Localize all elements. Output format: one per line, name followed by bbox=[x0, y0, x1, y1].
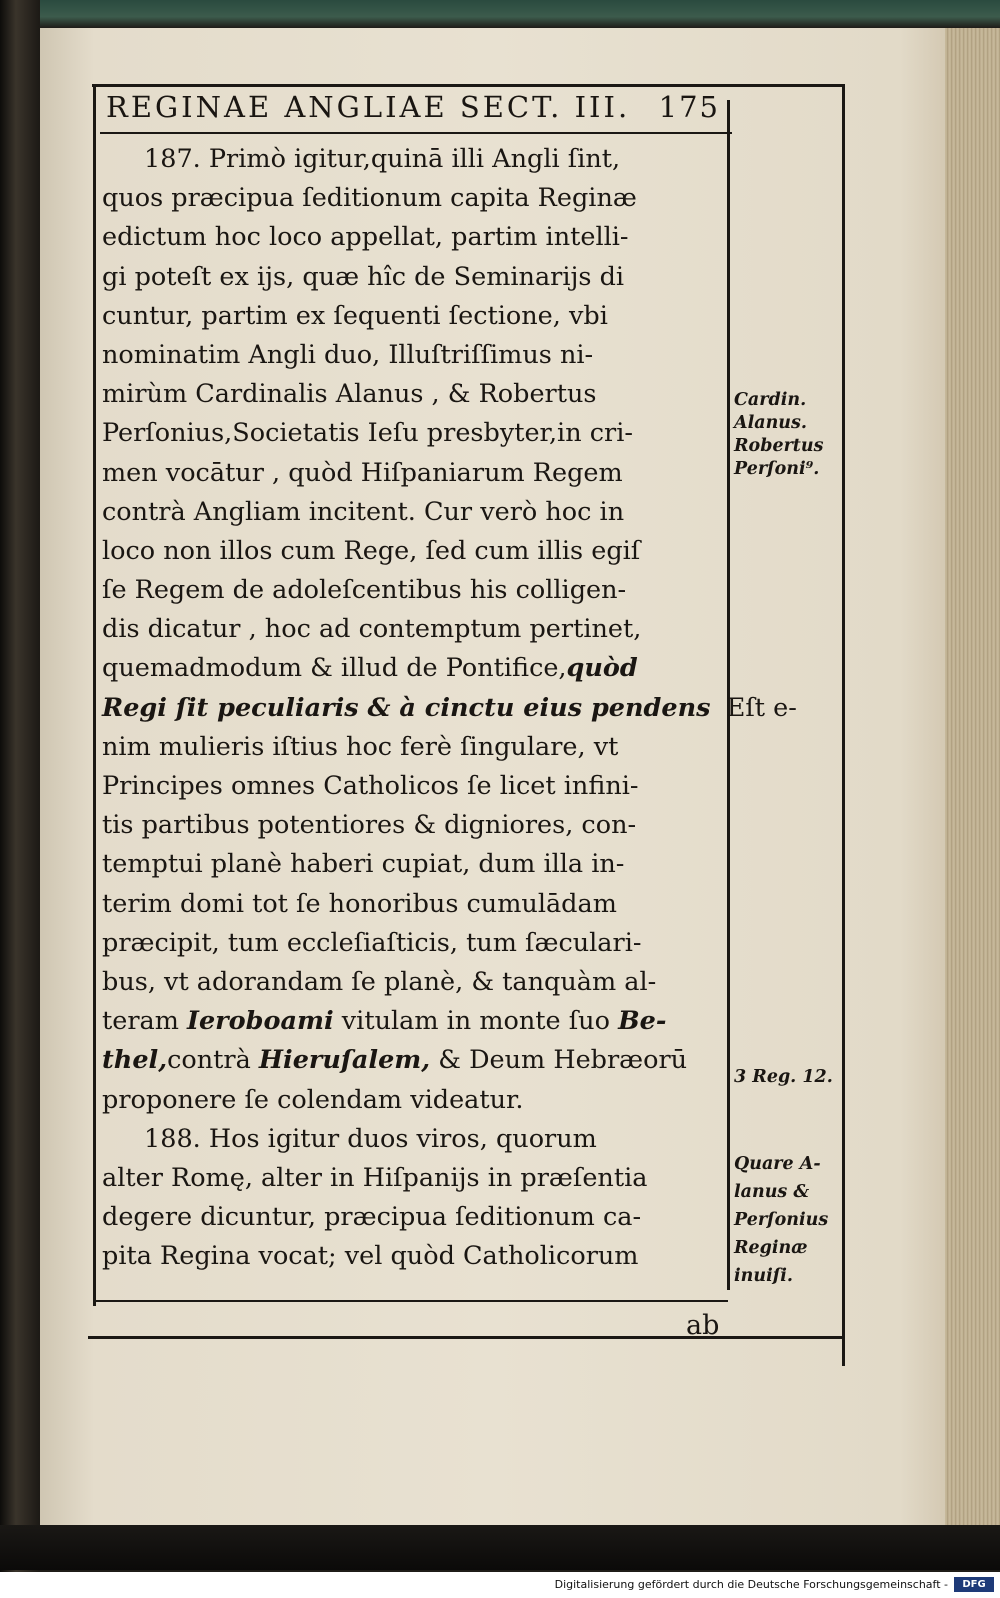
margin-line: Reginæ bbox=[734, 1238, 808, 1258]
margin-line: Perſonius bbox=[734, 1210, 829, 1230]
text-line bbox=[102, 1002, 724, 1041]
text-line: nim mulieris iſtius hoc ferè ſingulare, vt bbox=[102, 731, 619, 762]
text-segment: contrà bbox=[167, 1045, 251, 1076]
page-stack-edge bbox=[940, 28, 1000, 1528]
book-bottom-shadow bbox=[0, 1525, 1000, 1570]
frame-rule bbox=[100, 132, 732, 134]
text-line: men vocātur , quòd Hiſpaniarum Regem bbox=[102, 457, 623, 488]
text-line: 188. Hos igitur duos viros, quorum bbox=[144, 1123, 597, 1154]
text-line: tis partibus potentiores & digniores, con- bbox=[102, 810, 637, 841]
text-line: cuntur, partim ex ſequenti ſectione, vbi bbox=[102, 300, 608, 331]
italic-segment: Hieruſalem, bbox=[258, 1045, 431, 1076]
book-binding bbox=[0, 0, 40, 1598]
text-line: pita Regina vocat; vel quòd Catholicorum bbox=[102, 1241, 639, 1272]
text-line: Principes omnes Catholicos ſe licet infini- bbox=[102, 771, 639, 801]
italic-segment: quòd bbox=[566, 653, 638, 684]
running-title: REGINAE ANGLIAE SECT. III. bbox=[106, 90, 631, 124]
text-line bbox=[102, 689, 797, 728]
page-number: 175 bbox=[658, 90, 720, 124]
text-line: Perſonius,Societatis Ieſu presbyter,in cri- bbox=[102, 418, 633, 449]
frame-rule bbox=[88, 1336, 845, 1339]
text-segment: teram bbox=[102, 1006, 179, 1037]
text-segment: & Deum Hebræorū bbox=[438, 1045, 688, 1076]
margin-line: Perſoni⁹. bbox=[734, 459, 820, 479]
italic-segment: Regi ſit peculiaris & à cinctu eius pendens bbox=[102, 692, 711, 723]
dfg-logo: DFG bbox=[954, 1577, 994, 1592]
frame-rule bbox=[96, 1300, 728, 1302]
text-line: dis dicatur , hoc ad contemptum pertinet, bbox=[102, 614, 642, 645]
margin-line: Quare A- bbox=[734, 1154, 821, 1174]
text-segment: Eſt e- bbox=[726, 692, 797, 723]
margin-line: 3 Reg. 12. bbox=[734, 1067, 833, 1087]
margin-line: Robertus bbox=[734, 436, 824, 456]
text-line: mirùm Cardinalis Alanus , & Robertus bbox=[102, 379, 597, 410]
text-line: proponere ſe colendam videatur. bbox=[102, 1084, 524, 1115]
margin-note bbox=[734, 1150, 844, 1290]
text-line: terim domi tot ſe honoribus cumulādam bbox=[102, 888, 617, 919]
running-header bbox=[106, 90, 726, 130]
frame-rule bbox=[93, 84, 96, 1306]
text-segment: quemadmodum & illud de Pontifice, bbox=[102, 653, 567, 684]
text-line: 187. Primò igitur,quinā illi Angli ſint, bbox=[144, 144, 621, 174]
margin-note bbox=[734, 1066, 844, 1089]
text-line: loco non illos cum Rege, ſed cum illis egiſ bbox=[102, 535, 641, 566]
italic-segment: Ieroboami bbox=[187, 1006, 334, 1037]
margin-note bbox=[734, 389, 844, 481]
frame-rule bbox=[92, 84, 845, 87]
italic-segment: thel, bbox=[102, 1045, 168, 1076]
text-line: degere dicuntur, præcipua ſeditionum ca- bbox=[102, 1202, 642, 1233]
margin-line: lanus & bbox=[734, 1182, 810, 1202]
text-line: nominatim Angli duo, Illuſtriſſimus ni- bbox=[102, 339, 594, 370]
footer-bar bbox=[0, 1572, 1000, 1598]
margin-line: Cardin. bbox=[734, 390, 807, 410]
text-line: gi poteſt ex ijs, quæ hîc de Seminarijs di bbox=[102, 261, 625, 292]
text-line bbox=[102, 649, 724, 688]
text-line: ſe Regem de adoleſcentibus his colligen- bbox=[102, 575, 627, 606]
text-line: præcipit, tum eccleſiaſticis, tum ſæculari- bbox=[102, 927, 642, 958]
text-line: contrà Angliam incitent. Cur verò hoc in bbox=[102, 496, 625, 527]
text-line: quos præcipua ſeditionum capita Reginæ bbox=[102, 183, 637, 214]
text-segment: vitulam in monte ſuo bbox=[341, 1006, 610, 1037]
text-line: edictum hoc loco appellat, partim intelli- bbox=[102, 222, 629, 253]
text-line: temptui planè haberi cupiat, dum illa in- bbox=[102, 849, 625, 880]
text-line: alter Romę, alter in Hiſpanijs in præſentia bbox=[102, 1162, 648, 1193]
italic-segment: Be- bbox=[618, 1006, 667, 1037]
text-line bbox=[102, 1041, 724, 1080]
margin-line: Alanus. bbox=[734, 413, 807, 433]
text-line: bus, vt adorandam ſe planè, & tanquàm al- bbox=[102, 966, 657, 997]
margin-line: inuiſi. bbox=[734, 1266, 794, 1286]
footer-credit: Digitalisierung gefördert durch die Deutsche Forschungsgemeinschaft - bbox=[554, 1578, 948, 1591]
catchword: ab bbox=[686, 1310, 720, 1341]
book-top-edge bbox=[0, 0, 1000, 28]
